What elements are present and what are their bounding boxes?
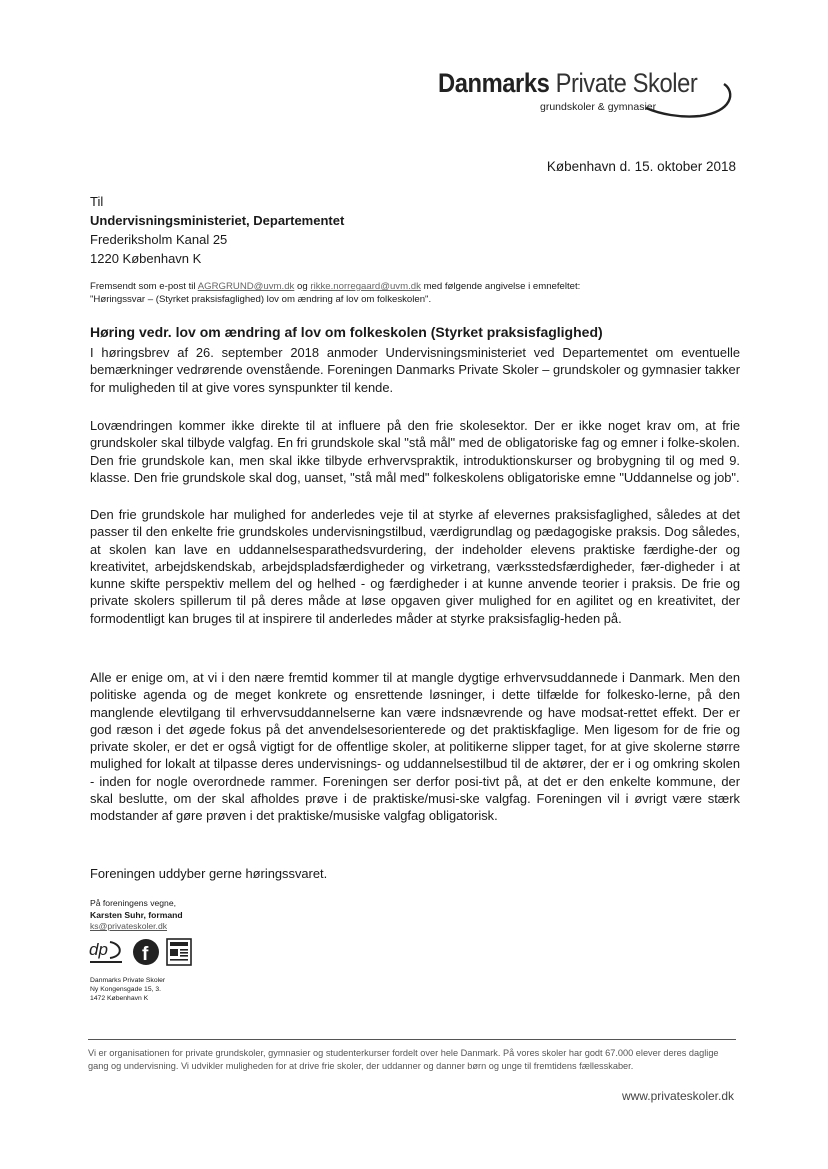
email-link-agrgrund[interactable]: AGRGRUND@uvm.dk <box>197 281 295 292</box>
letter-date: København d. 15. oktober 2018 <box>546 159 736 174</box>
paragraph-4: Alle er enige om, at vi i den nære fremtid kommer til at mangle dygtige erhvervsuddannede i Danmark. Men den politiske agenda og de meget konkrete og ensrettende løsninger, i dette tilfælde for folkesko-lerne, på den manglende elevtilgang til erhvervsuddannelserne kan være indsnævrende og have modsat-rettet effekt. Der er god ræson i det øgede fokus på det anvendelsesorienterede og det praktiskfaglige. Men ligesom for de frie og private skoler, er det er også vigtigt for de offentlige skoler, at politikerne slipper taget, for at give skolerne større mulighed for lokalt at tilpasse deres undervisnings- og uddannelsestilbud til de aktører, der er i og omkring skolen - inden for nogle overordnede rammer. Foreningen ser derfor posi-tivt på, at det er den enkelte kommune, der skal beslutte, om der skal afholdes prøve i de praktiske/musi-ske valgfag. Foreningen vil i øvrigt være stærk modstander af gøre prøven i det praktiske/musiske valgfag obligatorisk. <box>90 670 740 824</box>
footer-text: Vi er organisationen for private grundskoler, gymnasier og studenterkurser fordelt over hele Danmark. På vores skoler har godt 67.000 elever deres daglige gang og undervisning. Vi udvikler muligheden for at drive frie skoler, der uddanner og danner børn og unge til fremtidens fællesskaber. <box>88 1048 719 1071</box>
logo-word-danmarks: Danmarks <box>438 68 550 98</box>
recipient-to: Til <box>90 194 104 209</box>
press-icon[interactable] <box>166 938 192 966</box>
paragraph-1: I høringsbrev af 26. september 2018 anmoder Undervisningsministeriet ved Departementet om eventuelle bemærkninger vedrørende ovenstående. Foreningen Danmarks Private Skoler – grundskoler og gymnasier takker for muligheden til at give vores synspunkter til kende. <box>90 345 740 395</box>
sent-suffix: med følgende angivelse i emnefeltet: <box>423 281 581 292</box>
signature-name: Karsten Suhr, formand <box>90 909 183 920</box>
svg-text:dp: dp <box>89 940 108 959</box>
logo-word-private: Private <box>555 68 627 98</box>
paragraph-5: Foreningen uddyber gerne høringssvaret. <box>90 866 328 881</box>
website-link[interactable]: www.privateskoler.dk <box>621 1089 734 1103</box>
recipient-street: Frederiksholm Kanal 25 <box>90 232 228 247</box>
recipient-city: 1220 København K <box>90 251 202 266</box>
sent-note <box>90 280 740 306</box>
signature-email[interactable]: ks@privateskoler.dk <box>90 921 168 931</box>
logo-word-skoler: Skoler <box>632 68 698 98</box>
sender-line-3: 1472 København K <box>90 995 149 1002</box>
sent-subject: "Høringssvar – (Styrket praksisfaglighed) lov om ændring af lov om folkeskolen". <box>90 294 432 305</box>
logo-subtitle: grundskoler & gymnasier <box>540 101 657 113</box>
signature-block <box>90 898 183 933</box>
recipient-address <box>90 192 344 268</box>
svg-text:f: f <box>142 944 149 965</box>
email-link-rikke[interactable]: rikke.norregaard@uvm.dk <box>310 281 421 292</box>
sent-prefix: Fremsendt som e-post til <box>90 281 196 292</box>
facebook-icon[interactable] <box>132 938 160 966</box>
paragraph-2: Lovændringen kommer ikke direkte til at influere på den frie skolesektor. Der er ikke noget krav om, at frie grundskoler skal tilbyde valgfag. En fri grundskole skal "stå mål" med de obligatoriske fag og emner i folke-skolen. Den frie grundskole kan, men skal ikke tilbyde erhvervspraktik, introduktionskurser og brobygning til og med 9. klasse. Den frie grundskole skal dog, uanset, "stå mål med" folkeskolens obligatoriske emne "Uddannelse og job". <box>90 418 740 485</box>
signature-line: På foreningens vegne, <box>90 898 177 908</box>
dps-logo-icon[interactable] <box>88 938 126 966</box>
letter-heading: Høring vedr. lov om ændring af lov om folkeskolen (Styrket praksisfaglighed) <box>90 324 603 340</box>
sender-address <box>90 976 165 1003</box>
sent-og: og <box>297 281 308 292</box>
recipient-org: Undervisningsministeriet, Departementet <box>90 213 345 228</box>
paragraph-3: Den frie grundskole har mulighed for anderledes veje til at styrke af elevernes praksisfaglighed, således at det passer til den enkelte frie grundskoles undervisningstilbud, værdigrundlag og pædagogiske praksis. Dog således, at skolen kan lave en uddannelsesparathedsvurdering, der indeholder elevens praktiske færdighe-der og kreativitet, arbejdskendskab, arbejdspladsfærdigheder og virketrang, værksstedsfærdigheder, fær-digheder i at kunne skifte perspektiv mellem del og helhed - og færdigheder i at kunne anvende teorier i praksis. De frie og private skolers spillerum til på deres måde at løse opgaven giver mulighed for en agilitet og en kreativitet, der formodentligt kan bruges til at inspirere til anderledes måder at styrke praksisfaglig-heden på. <box>90 507 740 626</box>
social-icons <box>88 938 192 966</box>
sender-line-2: Ny Kongensgade 15, 3. <box>90 986 162 993</box>
footer-divider <box>88 1039 736 1040</box>
sender-line-1: Danmarks Private Skoler <box>90 977 166 984</box>
